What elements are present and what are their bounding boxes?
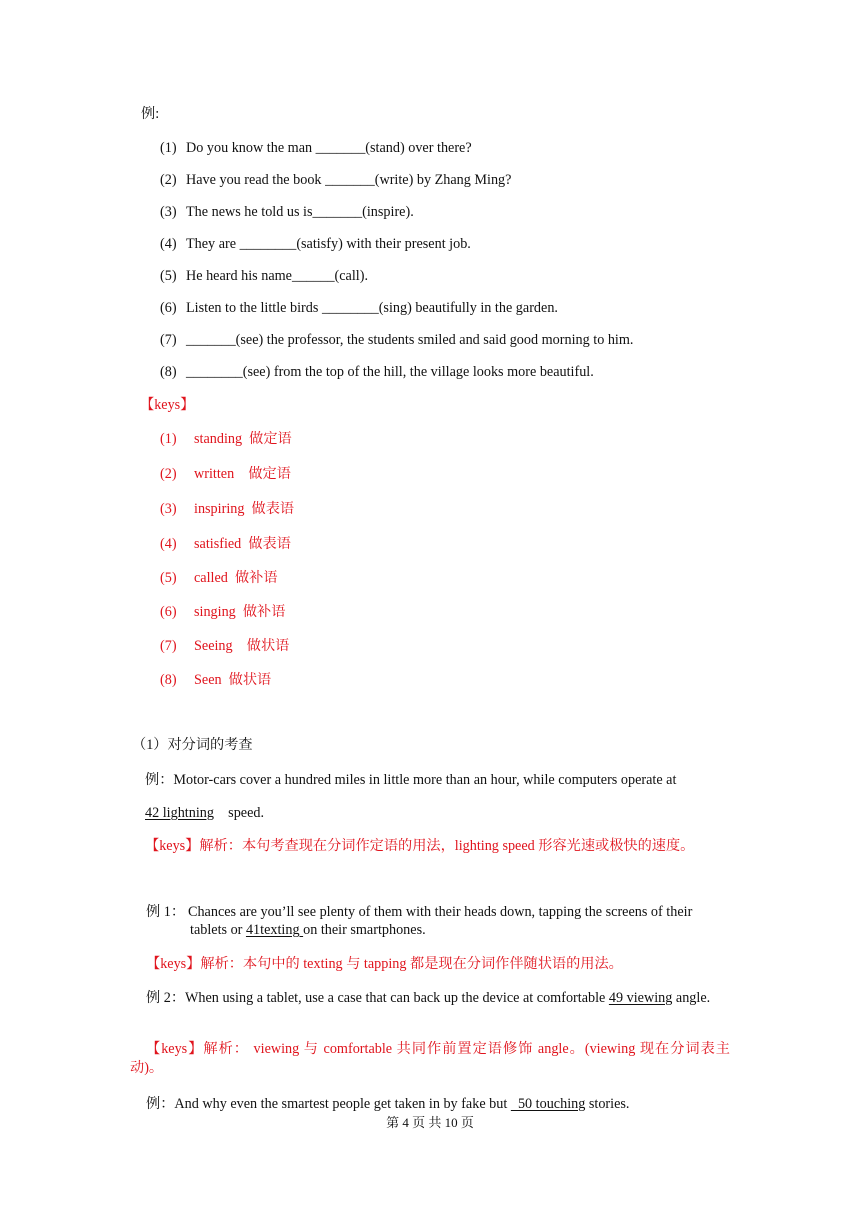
question-item: (6) Listen to the little birds ________(sing) beautifully in the garden. [160, 300, 558, 316]
example-label: 例: [141, 106, 160, 122]
example-c-text: 例 2：When using a tablet, use a case that can back up the device at comfortable 49 viewing angle. [146, 990, 711, 1006]
example-a-line1: 例：Motor-cars cover a hundred miles in little more than an hour, while computers operate at [145, 772, 677, 788]
example-b-key: 【keys】解析：本句中的 texting 与 tapping 都是现在分词作伴随状语的用法。 [146, 956, 623, 972]
question-item: (5) He heard his name______(call). [160, 268, 369, 284]
section-title: （1）对分词的考查 [132, 737, 253, 753]
example-a-line2: 42 lightning speed. [145, 805, 265, 821]
keys-heading: 【keys】 [140, 397, 195, 413]
key-item: (2) written 做定语 [160, 466, 291, 482]
example-b-label: 例 1： [146, 904, 186, 920]
example-b-line2: tablets or 41texting on their smartphones. [190, 922, 426, 938]
key-item: (5) called 做补语 [160, 570, 278, 586]
key-item: (6) singing 做补语 [160, 604, 286, 620]
question-item: (4) They are ________(satisfy) with their present job. [160, 236, 471, 252]
key-item: (4) satisfied 做表语 [160, 536, 291, 552]
page-number-footer: 第 4 页 共 10 页 [386, 1115, 474, 1130]
question-item: (2) Have you read the book _______(write) by Zhang Ming? [160, 172, 512, 188]
question-item: (3) The news he told us is_______(inspire). [160, 204, 414, 220]
question-item: (8) ________(see) from the top of the hill, the village looks more beautiful. [160, 364, 594, 380]
answer-blank: 42 lightning [145, 805, 214, 821]
question-item: (7) _______(see) the professor, the students smiled and said good morning to him. [160, 332, 634, 348]
key-item: (3) inspiring 做表语 [160, 501, 295, 517]
answer-blank: 49 viewing [608, 990, 673, 1006]
example-c-key: 【keys】解析： viewing 与 comfortable 共同作前置定语修饰 angle。(viewing 现在分词表主动)。 [130, 1041, 730, 1076]
example-a-key: 【keys】解析：本句考查现在分词作定语的用法，lighting speed 形容光速或极快的速度。 [145, 838, 695, 854]
key-item: (1) standing 做定语 [160, 431, 292, 447]
key-item: (7) Seeing 做状语 [160, 638, 290, 654]
example-d-text: 例：And why even the smartest people get taken in by fake but 50 touching stories. [146, 1096, 630, 1112]
answer-blank: 50 touching [510, 1096, 586, 1112]
key-item: (8) Seen 做状语 [160, 672, 272, 688]
question-item: (1) Do you know the man _______(stand) over there? [160, 140, 472, 156]
answer-blank: 41texting [245, 922, 304, 938]
example-b-line1: Chances are you’ll see plenty of them with their heads down, tapping the screens of their [188, 904, 693, 920]
